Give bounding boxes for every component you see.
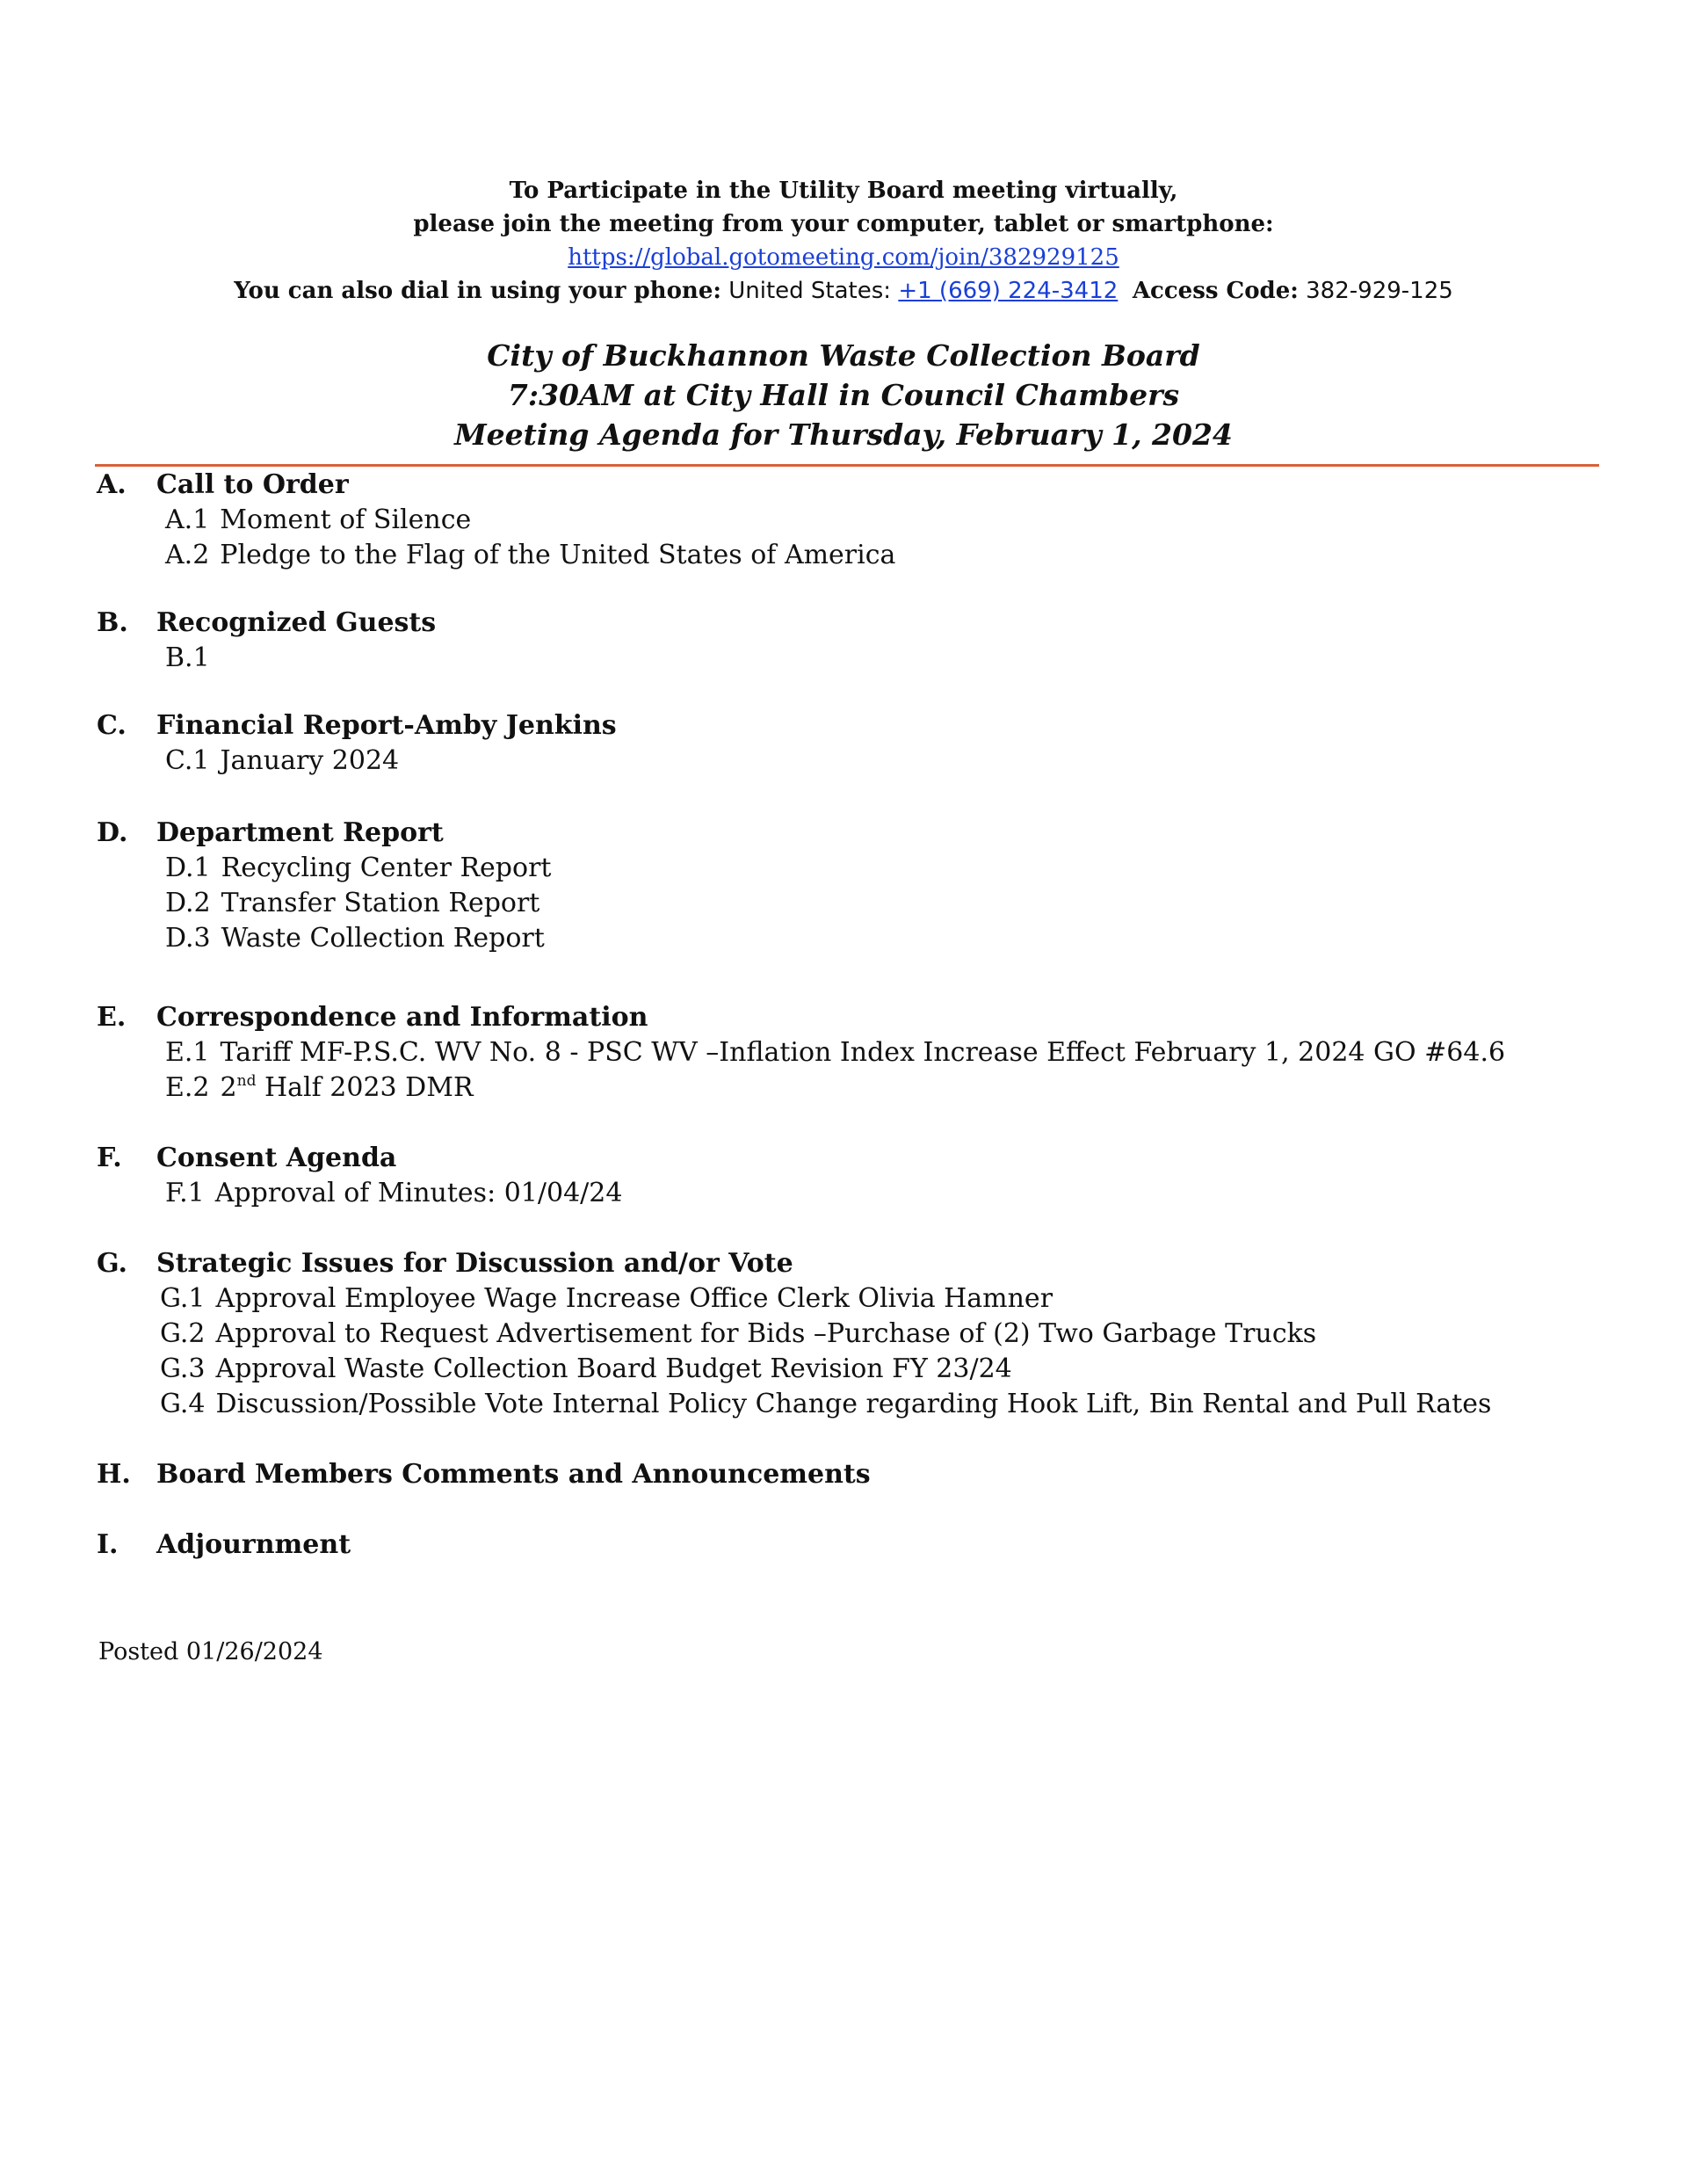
dial-label: You can also dial in using your phone: — [234, 278, 721, 304]
section-h-heading — [97, 1457, 871, 1492]
dial-in-line — [0, 274, 1687, 308]
agenda-item-d3 — [165, 921, 545, 956]
section-letter: D. — [97, 817, 128, 848]
agenda-item-g4 — [160, 1387, 1491, 1422]
item-number: A.2 — [165, 540, 210, 570]
section-g-heading — [97, 1246, 793, 1281]
item-number: E.2 — [165, 1072, 210, 1103]
intro-line-2: please join the meeting from your computer, tablet or smartphone: — [413, 211, 1274, 237]
section-title: Consent Agenda — [156, 1143, 397, 1173]
agenda-item-e1 — [165, 1035, 1505, 1070]
item-number: C.1 — [165, 745, 210, 776]
item-number: F.1 — [165, 1178, 205, 1208]
agenda-item-d1 — [165, 851, 551, 886]
section-e-heading — [97, 1000, 648, 1035]
section-letter: G. — [97, 1248, 127, 1279]
item-number: E.1 — [165, 1037, 210, 1068]
item-text: Moment of Silence — [220, 504, 472, 535]
section-title: Strategic Issues for Discussion and/or Vote — [156, 1248, 793, 1279]
title-divider — [95, 464, 1599, 467]
section-title: Board Members Comments and Announcements — [156, 1459, 871, 1490]
agenda-item-c1 — [165, 744, 399, 779]
virtual-participation-notice — [0, 174, 1687, 308]
item-text: Approval of Minutes: 01/04/24 — [214, 1178, 623, 1208]
section-title: Call to Order — [156, 469, 349, 500]
item-number: A.1 — [165, 504, 210, 535]
section-title: Adjournment — [156, 1529, 351, 1560]
phone-link[interactable]: +1 (669) 224-3412 — [898, 278, 1119, 304]
item-text: 2 — [220, 1072, 237, 1103]
item-text: Pledge to the Flag of the United States of America — [220, 540, 896, 570]
item-text: Approval to Request Advertisement for Bids –Purchase of (2) Two Garbage Trucks — [215, 1318, 1317, 1349]
meeting-title — [0, 336, 1687, 454]
item-number: D.1 — [165, 853, 211, 883]
country-label: United States: — [728, 278, 892, 304]
title-line-3: Meeting Agenda for Thursday, February 1, 2024 — [454, 417, 1233, 452]
item-number: D.2 — [165, 888, 211, 918]
section-letter: E. — [97, 1002, 127, 1033]
item-text: Tariff MF-P.S.C. WV No. 8 - PSC WV –Inflation Index Increase Effect February 1, 2024 GO #64.6 — [220, 1037, 1506, 1068]
section-d-heading — [97, 816, 444, 851]
agenda-item-b1 — [165, 641, 221, 676]
section-title: Department Report — [156, 817, 444, 848]
posted-date: Posted 01/26/2024 — [98, 1638, 323, 1665]
item-number: G.2 — [160, 1318, 206, 1349]
item-number: G.1 — [160, 1283, 206, 1314]
section-c-heading — [97, 708, 617, 744]
item-number: B.1 — [165, 642, 210, 673]
item-text: Approval Employee Wage Increase Office Clerk Olivia Hamner — [215, 1283, 1053, 1314]
item-text: Approval Waste Collection Board Budget Revision FY 23/24 — [215, 1353, 1012, 1384]
ordinal-suffix: nd — [236, 1072, 257, 1090]
agenda-item-f1 — [165, 1176, 622, 1211]
item-text-rest: Half 2023 DMR — [256, 1072, 474, 1103]
agenda-item-a2 — [165, 538, 895, 573]
agenda-item-g1 — [160, 1281, 1053, 1317]
item-text: January 2024 — [220, 745, 400, 776]
section-letter: B. — [97, 607, 128, 638]
item-number: D.3 — [165, 923, 211, 954]
item-text: Waste Collection Report — [221, 923, 545, 954]
item-number: G.3 — [160, 1353, 206, 1384]
section-title: Financial Report-Amby Jenkins — [156, 710, 617, 741]
item-text: Discussion/Possible Vote Internal Policy Change regarding Hook Lift, Bin Rental and Pull Rates — [215, 1389, 1492, 1419]
section-b-heading — [97, 606, 436, 641]
agenda-item-g2 — [160, 1317, 1316, 1352]
section-letter: C. — [97, 710, 127, 741]
item-number: G.4 — [160, 1389, 206, 1419]
title-line-1: City of Buckhannon Waste Collection Board — [487, 338, 1200, 373]
item-text: Recycling Center Report — [221, 853, 552, 883]
agenda-item-a1 — [165, 503, 471, 538]
section-letter: I. — [97, 1529, 119, 1560]
agenda-item-e2 — [165, 1070, 474, 1106]
intro-line-1: To Participate in the Utility Board meeting virtually, — [509, 178, 1178, 204]
title-line-2: 7:30AM at City Hall in Council Chambers — [507, 378, 1180, 412]
access-code-value: 382-929-125 — [1306, 278, 1453, 304]
meeting-url-link[interactable]: https://global.gotomeeting.com/join/382929125 — [568, 244, 1119, 271]
section-f-heading — [97, 1141, 396, 1176]
section-i-heading — [97, 1527, 351, 1563]
access-code-label: Access Code: — [1132, 278, 1299, 304]
section-letter: H. — [97, 1459, 131, 1490]
section-title: Correspondence and Information — [156, 1002, 648, 1033]
section-letter: A. — [97, 469, 127, 500]
section-letter: F. — [97, 1143, 122, 1173]
agenda-item-d2 — [165, 886, 539, 921]
section-a-heading — [97, 468, 349, 503]
section-title: Recognized Guests — [156, 607, 437, 638]
item-text: Transfer Station Report — [221, 888, 540, 918]
agenda-item-g3 — [160, 1352, 1012, 1387]
